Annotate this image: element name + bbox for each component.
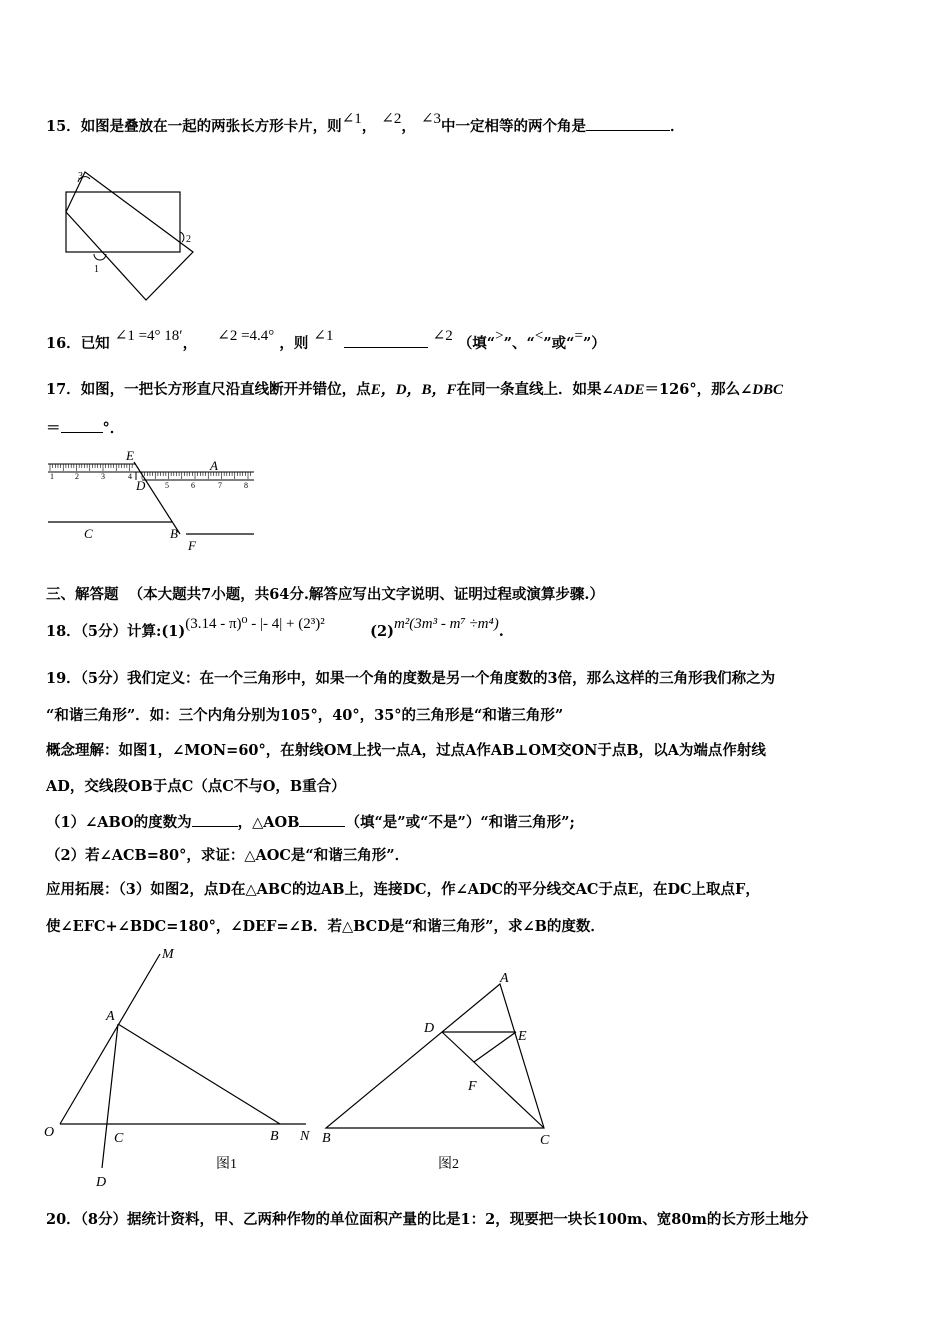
fig1-label-b: B — [270, 1129, 279, 1144]
q19-line-1: 19．（5分）我们定义：在一个三角形中，如果一个角的度数是另一个角度数的3倍，那么这样的三角形我们称之为 — [46, 670, 776, 687]
fig1-caption: 图1 — [216, 1157, 237, 1172]
q16-lead: 已知 — [80, 335, 110, 352]
q17-label-f: F — [188, 538, 196, 553]
q19-line-4: AD，交线段OB于点C（点C不与O，B重合） — [46, 778, 346, 795]
q17-ruler-num-6: 6 — [191, 481, 195, 490]
q16-hint-d: ”） — [582, 335, 606, 352]
fig1-label-d: D — [96, 1175, 107, 1190]
q17-ruler-num-3: 3 — [101, 472, 105, 481]
q17-text-3: ＝126°，那么∠ — [644, 381, 753, 398]
q17-ruler-left — [48, 464, 136, 472]
fig1-label-n: N — [300, 1129, 310, 1144]
q18-expression-2: m²(3m³ - m⁷ ÷m⁴) — [393, 616, 499, 632]
q16-hint-b: ”、“ — [503, 335, 535, 352]
q18-expression-1: (3.14 - π)⁰ - |- 4| + (2³)² — [185, 616, 325, 632]
fig2-label-c: C — [540, 1133, 550, 1148]
section-3-header — [46, 585, 604, 605]
q15-text-a: 如图是叠放在一起的两张长方形卡片，则 — [80, 118, 342, 135]
segment-dc — [442, 1032, 544, 1128]
q16-then: ，则 — [279, 335, 309, 352]
q16-hint-c: ”或“ — [543, 335, 575, 352]
fig2-label-d: D — [424, 1021, 435, 1036]
q15-card-tilted — [66, 172, 193, 300]
q17-angle-ade: ADE — [613, 382, 645, 398]
q16-angle-1-value: ∠1 =4° 18′ — [114, 328, 183, 344]
q16-number: 16． — [46, 335, 81, 352]
q17-answer-blank[interactable] — [61, 418, 103, 433]
q20-line-1: 20．（8分）据统计资料，甲、乙两种作物的单位面积产量的比是1：2，现要把一块长100m、宽80m的长方形土地分 — [46, 1211, 809, 1228]
question-17-line-1 — [46, 380, 783, 400]
q16-greater-symbol: > — [495, 328, 504, 344]
q19-figure-1 — [40, 944, 330, 1192]
segment-ef — [474, 1032, 516, 1062]
q19-line-6: （2）若∠ACB=80°，求证：△AOC是“和谐三角形”． — [46, 847, 410, 864]
q16-hint-a: （填“ — [457, 335, 496, 352]
q15-angle-1: ∠1 — [341, 111, 362, 127]
q17-ruler-num-4: 4 — [128, 472, 132, 481]
q19-part-1-c: （填“是”或“不是”）“和谐三角形”; — [345, 814, 575, 831]
q15-figure — [52, 166, 202, 306]
q18-score: （5分）计算:(1) — [80, 623, 186, 640]
q17-text-2: 在同一条直线上．如果∠ — [456, 381, 614, 398]
q16-separator: ， — [182, 335, 198, 352]
question-17-line-2 — [46, 418, 124, 439]
fig2-label-b: B — [322, 1131, 331, 1146]
ray-ad — [102, 1024, 118, 1168]
q15-label-1: 1 — [94, 264, 99, 275]
fig2-caption: 图2 — [438, 1157, 459, 1172]
q17-label-d: D — [136, 478, 146, 493]
fig1-label-a: A — [106, 1009, 115, 1024]
q17-line-ef — [134, 462, 180, 534]
q15-separator: ， — [401, 118, 416, 135]
q16-equal-symbol: = — [574, 328, 583, 344]
q16-less-symbol: < — [534, 328, 544, 344]
q15-answer-blank[interactable] — [586, 116, 670, 131]
q17-label-a: A — [210, 458, 218, 473]
q19-part-1-a: （1）∠ABO的度数为 — [46, 814, 192, 831]
fig2-label-f: F — [468, 1079, 477, 1094]
q17-degree-end: °． — [102, 420, 125, 437]
q17-angle-dbc: DBC — [752, 382, 784, 398]
q19-line-5 — [46, 812, 575, 833]
q17-ruler-num-8: 8 — [244, 481, 248, 490]
q18-number: 18． — [46, 623, 81, 640]
q16-angle-2-value: ∠2 =4.4° — [217, 328, 275, 344]
fig1-label-o: O — [44, 1125, 55, 1140]
q15-separator: ， — [361, 118, 377, 135]
section-3-title: 三、解答题 — [46, 586, 119, 603]
q18-end: . — [498, 623, 504, 640]
q17-figure — [44, 448, 259, 556]
fig1-label-c: C — [114, 1131, 124, 1146]
q19-blank-abo[interactable] — [192, 812, 238, 827]
q19-line-3: 概念理解：如图1，∠MON=60°，在射线OM上找一点A，过点A作AB⊥OM交ON于点B，以A为端点作射线 — [46, 742, 766, 759]
question-15 — [46, 111, 685, 137]
q16-angle-1: ∠1 — [313, 328, 334, 344]
q17-number: 17． — [46, 381, 81, 398]
section-3-note: （本大题共7小题，共64分.解答应写出文字说明、证明过程或演算步骤.） — [128, 586, 604, 603]
fig2-label-a: A — [500, 971, 509, 986]
q17-ruler-num-7: 7 — [218, 481, 222, 490]
q17-ruler-num-5: 5 — [165, 481, 169, 490]
fig2-label-e: E — [518, 1029, 527, 1044]
q18-part-2: (2) — [370, 623, 394, 640]
q17-text: 如图，一把长方形直尺沿直线断开并错位，点 — [80, 381, 371, 398]
q16-angle-2: ∠2 — [432, 328, 453, 344]
q15-text-b: 中一定相等的两个角是 — [441, 118, 587, 135]
q17-label-b: B — [170, 526, 178, 541]
q16-answer-blank[interactable] — [344, 333, 428, 348]
q19-blank-aob[interactable] — [299, 812, 345, 827]
q19-figure-2 — [318, 966, 558, 1176]
q15-angle-3: ∠3 — [420, 111, 442, 127]
q19-part-1-b: ，△AOB — [237, 814, 300, 831]
triangle-abc — [326, 984, 544, 1128]
q15-label-2: 2 — [186, 234, 191, 245]
q15-angle-2: ∠2 — [381, 111, 402, 127]
question-18 — [46, 616, 504, 642]
q19-line-7: 应用拓展：（3）如图2，点D在△ABC的边AB上，连接DC，作∠ADC的平分线交AC于点E，在DC上取点F， — [46, 881, 760, 898]
q15-number: 15． — [46, 118, 81, 135]
question-16 — [46, 328, 606, 354]
q17-label-e: E — [126, 448, 134, 463]
q17-ruler-num-2: 2 — [75, 472, 79, 481]
segment-ab — [118, 1024, 280, 1124]
q17-ruler-num-1: 1 — [50, 472, 54, 481]
q15-card-horizontal — [66, 192, 180, 252]
fig1-label-m: M — [162, 947, 174, 962]
q19-line-2: “和谐三角形”．如：三个内角分别为105°，40°，35°的三角形是“和谐三角形” — [46, 707, 564, 724]
q17-label-c: C — [84, 526, 93, 541]
q17-equals: ＝ — [46, 420, 61, 437]
q19-line-8: 使∠EFC+∠BDC=180°，∠DEF=∠B．若△BCD是“和谐三角形”，求∠B的度数． — [46, 918, 605, 935]
q15-label-3: 3 — [78, 171, 83, 182]
q17-points: E，D，B，F — [370, 382, 457, 398]
q15-end: ． — [670, 118, 685, 135]
q17-ruler-right — [136, 472, 254, 480]
